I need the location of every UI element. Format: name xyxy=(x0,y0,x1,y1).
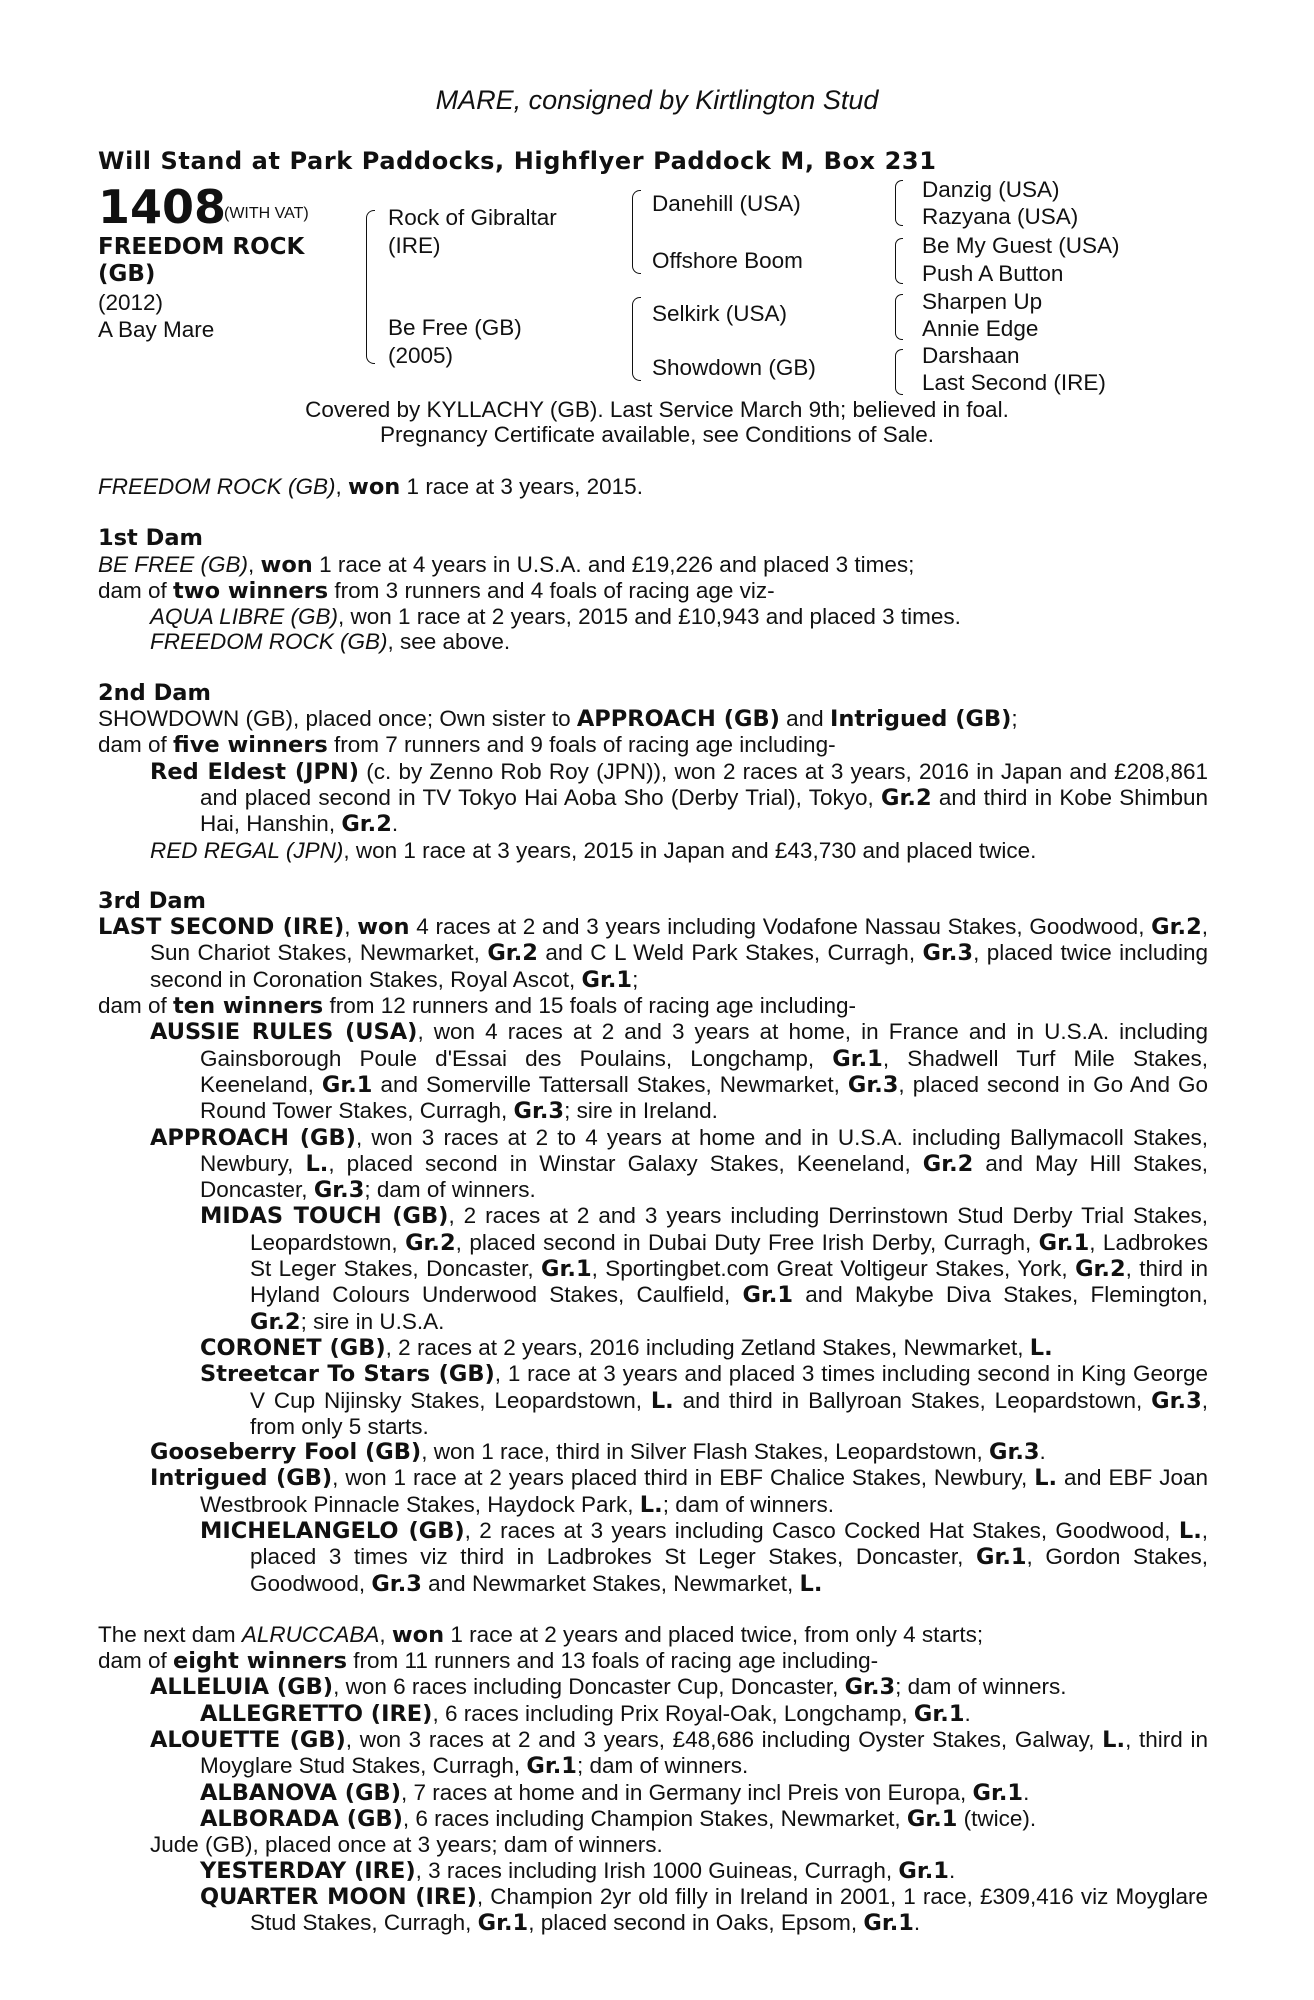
list-item: YESTERDAY (IRE), 3 races including Irish 1000 Guineas, Curragh, Gr.1. xyxy=(200,1857,956,1884)
ggp-6: Annie Edge xyxy=(922,316,1039,341)
second-dam-produce: dam of five winners from 7 runners and 9 foals of racing age including- xyxy=(98,732,836,759)
pedigree-brace xyxy=(366,210,375,364)
lot-number: 1408 xyxy=(98,180,227,234)
list-item: MIDAS TOUCH (GB), 2 races at 2 and 3 years including Derrinstown Stud Derby Trial Stakes, Leopardstown, Gr.2, placed second in Dubai Duty Free Irish Derby, Curragh, Gr.1, Ladbrokes St Leger Stakes, Doncaster, Gr.1, Sportingbet.com Great Voltigeur Stakes, York, Gr.2, third in Hyland Colours Underwood Stakes, Caulfield, Gr.1 and Makybe Diva Stakes, Flemington, Gr.2; sire in U.S.A. xyxy=(200,1203,1209,1335)
horse-year: (2012) xyxy=(98,290,164,315)
first-dam-record: BE FREE (GB), won 1 race at 4 years in U.S.A. and £19,226 and placed 3 times; xyxy=(98,551,915,578)
list-item: AUSSIE RULES (USA), won 4 races at 2 and 3 years at home, in France and in U.S.A. including Gainsborough Poule d'Essai des Poulains, Longchamp, Gr.1, Shadwell Turf Mile Stakes, Keeneland, Gr.1 and Somerville Tattersall Stakes, Newmarket, Gr.3, placed second in Go And Go Round Tower Stakes, Curragh, Gr.3; sire in Ireland. xyxy=(150,1019,1209,1125)
list-item: ALOUETTE (GB), won 3 races at 2 and 3 years, £48,686 including Oyster Stakes, Galway, L., third in Moyglare Stud Stakes, Curragh, Gr.1; dam of winners. xyxy=(150,1727,1208,1780)
ggp-3: Be My Guest (USA) xyxy=(922,233,1120,258)
pedigree-brace xyxy=(895,180,903,226)
list-item: Gooseberry Fool (GB), won 1 race, third in Silver Flash Stakes, Leopardstown, Gr.3. xyxy=(150,1439,1046,1466)
list-item: ALBANOVA (GB), 7 races at home and in Germany incl Preis von Europa, Gr.1. xyxy=(200,1779,1030,1806)
ggp-4: Push A Button xyxy=(922,261,1064,286)
horse-description: A Bay Mare xyxy=(98,317,215,342)
race-record: FREEDOM ROCK (GB), won 1 race at 3 years, 2015. xyxy=(98,474,643,500)
second-dam-record: SHOWDOWN (GB), placed once; Own sister to APPROACH (GB) and Intrigued (GB); xyxy=(98,706,1018,733)
pedigree-brace xyxy=(895,238,903,284)
list-item: AQUA LIBRE (GB), won 1 race at 2 years, 2015 and £10,943 and placed 3 times. xyxy=(150,604,961,630)
vat-label: (WITH VAT) xyxy=(224,205,309,222)
pregnancy-note: Pregnancy Certificate available, see Conditions of Sale. xyxy=(379,422,935,447)
stand-location: Will Stand at Park Paddocks, Highflyer Paddock M, Box 231 xyxy=(98,147,937,175)
list-item: FREEDOM ROCK (GB), see above. xyxy=(150,629,511,655)
pedigree-brace xyxy=(632,190,641,274)
list-item: RED REGAL (JPN), won 1 race at 3 years, 2015 in Japan and £43,730 and placed twice. xyxy=(150,837,1037,863)
ggp-7: Darshaan xyxy=(922,343,1020,368)
ggp-1: Danzig (USA) xyxy=(922,177,1060,202)
sire: Rock of Gibraltar xyxy=(388,205,557,230)
catalogue-body xyxy=(98,474,1208,1936)
list-item: ALBORADA (GB), 6 races including Champion Stakes, Newmarket, Gr.1 (twice). xyxy=(200,1805,1037,1832)
first-dam-heading: 1st Dam xyxy=(98,525,203,552)
dam-year: (2005) xyxy=(388,343,454,368)
pedigree-brace xyxy=(895,294,903,340)
list-item: ALLELUIA (GB), won 6 races including Doncaster Cup, Doncaster, Gr.3; dam of winners. xyxy=(150,1674,1067,1701)
third-dam-record: LAST SECOND (IRE), won 4 races at 2 and 3 years including Vodafone Nassau Stakes, Goodwood, Gr.2, Sun Chariot Stakes, Newmarket, Gr.2 and C L Weld Park Stakes, Curragh, Gr.3, placed twice including second in Coronation Stakes, Royal Ascot, Gr.1; xyxy=(98,914,1208,993)
list-item: Streetcar To Stars (GB), 1 race at 3 years and placed 3 times including second in King George V Cup Nijinsky Stakes, Leopardstown, L. and third in Ballyroan Stakes, Leopardstown, Gr.3, from only 5 starts. xyxy=(200,1361,1208,1439)
second-dam-heading: 2nd Dam xyxy=(98,679,211,706)
horse-origin: (GB) xyxy=(98,261,156,287)
pedigree-brace xyxy=(895,349,903,395)
first-dam-produce: dam of two winners from 3 runners and 4 foals of racing age viz- xyxy=(98,577,775,604)
ggp-8: Last Second (IRE) xyxy=(922,370,1106,395)
list-item: ALLEGRETTO (IRE), 6 races including Prix Royal-Oak, Longchamp, Gr.1. xyxy=(200,1700,971,1727)
sire-dam: Offshore Boom xyxy=(652,248,803,273)
pedigree-brace xyxy=(632,297,641,381)
list-item: APPROACH (GB), won 3 races at 2 to 4 years at home and in U.S.A. including Ballymacoll Stakes, Newbury, L., placed second in Winstar Galaxy Stakes, Keeneland, Gr.2 and May Hill Stakes, Doncaster, Gr.3; dam of winners. xyxy=(150,1124,1208,1204)
third-dam-heading: 3rd Dam xyxy=(98,887,206,914)
list-item: Red Eldest (JPN) (c. by Zenno Rob Roy (JPN)), won 2 races at 3 years, 2016 in Japan and £208,861 and placed second in TV Tokyo Hai Aoba Sho (Derby Trial), Tokyo, Gr.2 and third in Kobe Shimbun Hai, Hanshin, Gr.2. xyxy=(150,758,1209,838)
list-item: CORONET (GB), 2 races at 2 years, 2016 including Zetland Stakes, Newmarket, L. xyxy=(200,1334,1053,1361)
sire-origin: (IRE) xyxy=(388,233,441,258)
page-title: MARE, consigned by Kirtlington Stud xyxy=(435,85,879,115)
dam: Be Free (GB) xyxy=(388,315,522,340)
horse-name: FREEDOM ROCK xyxy=(98,234,305,260)
next-dam-record: The next dam ALRUCCABA, won 1 race at 2 years and placed twice, from only 4 starts; xyxy=(98,1621,984,1648)
list-item: QUARTER MOON (IRE), Champion 2yr old filly in Ireland in 2001, 1 race, £309,416 viz Moyglare Stud Stakes, Curragh, Gr.1, placed second in Oaks, Epsom, Gr.1. xyxy=(200,1883,1208,1937)
list-item: Jude (GB), placed once at 3 years; dam of winners. xyxy=(150,1832,663,1858)
next-dam-produce: dam of eight winners from 11 runners and 13 foals of racing age including- xyxy=(98,1648,879,1675)
ggp-2: Razyana (USA) xyxy=(922,204,1079,229)
sire-sire: Danehill (USA) xyxy=(652,191,801,216)
dam-dam: Showdown (GB) xyxy=(652,355,816,380)
dam-sire: Selkirk (USA) xyxy=(652,301,788,326)
list-item: Intrigued (GB), won 1 race at 2 years placed third in EBF Chalice Stakes, Newbury, L. and EBF Joan Westbrook Pinnacle Stakes, Haydock Park, L.; dam of winners. xyxy=(150,1465,1209,1518)
covering-note: Covered by KYLLACHY (GB). Last Service March 9th; believed in foal. xyxy=(305,397,1009,422)
third-dam-produce: dam of ten winners from 12 runners and 15 foals of racing age including- xyxy=(98,993,857,1020)
ggp-5: Sharpen Up xyxy=(922,289,1043,314)
list-item: MICHELANGELO (GB), 2 races at 3 years including Casco Cocked Hat Stakes, Goodwood, L., placed 3 times viz third in Ladbrokes St Leger Stakes, Doncaster, Gr.1, Gordon Stakes, Goodwood, Gr.3 and Newmarket Stakes, Newmarket, L. xyxy=(200,1517,1209,1597)
